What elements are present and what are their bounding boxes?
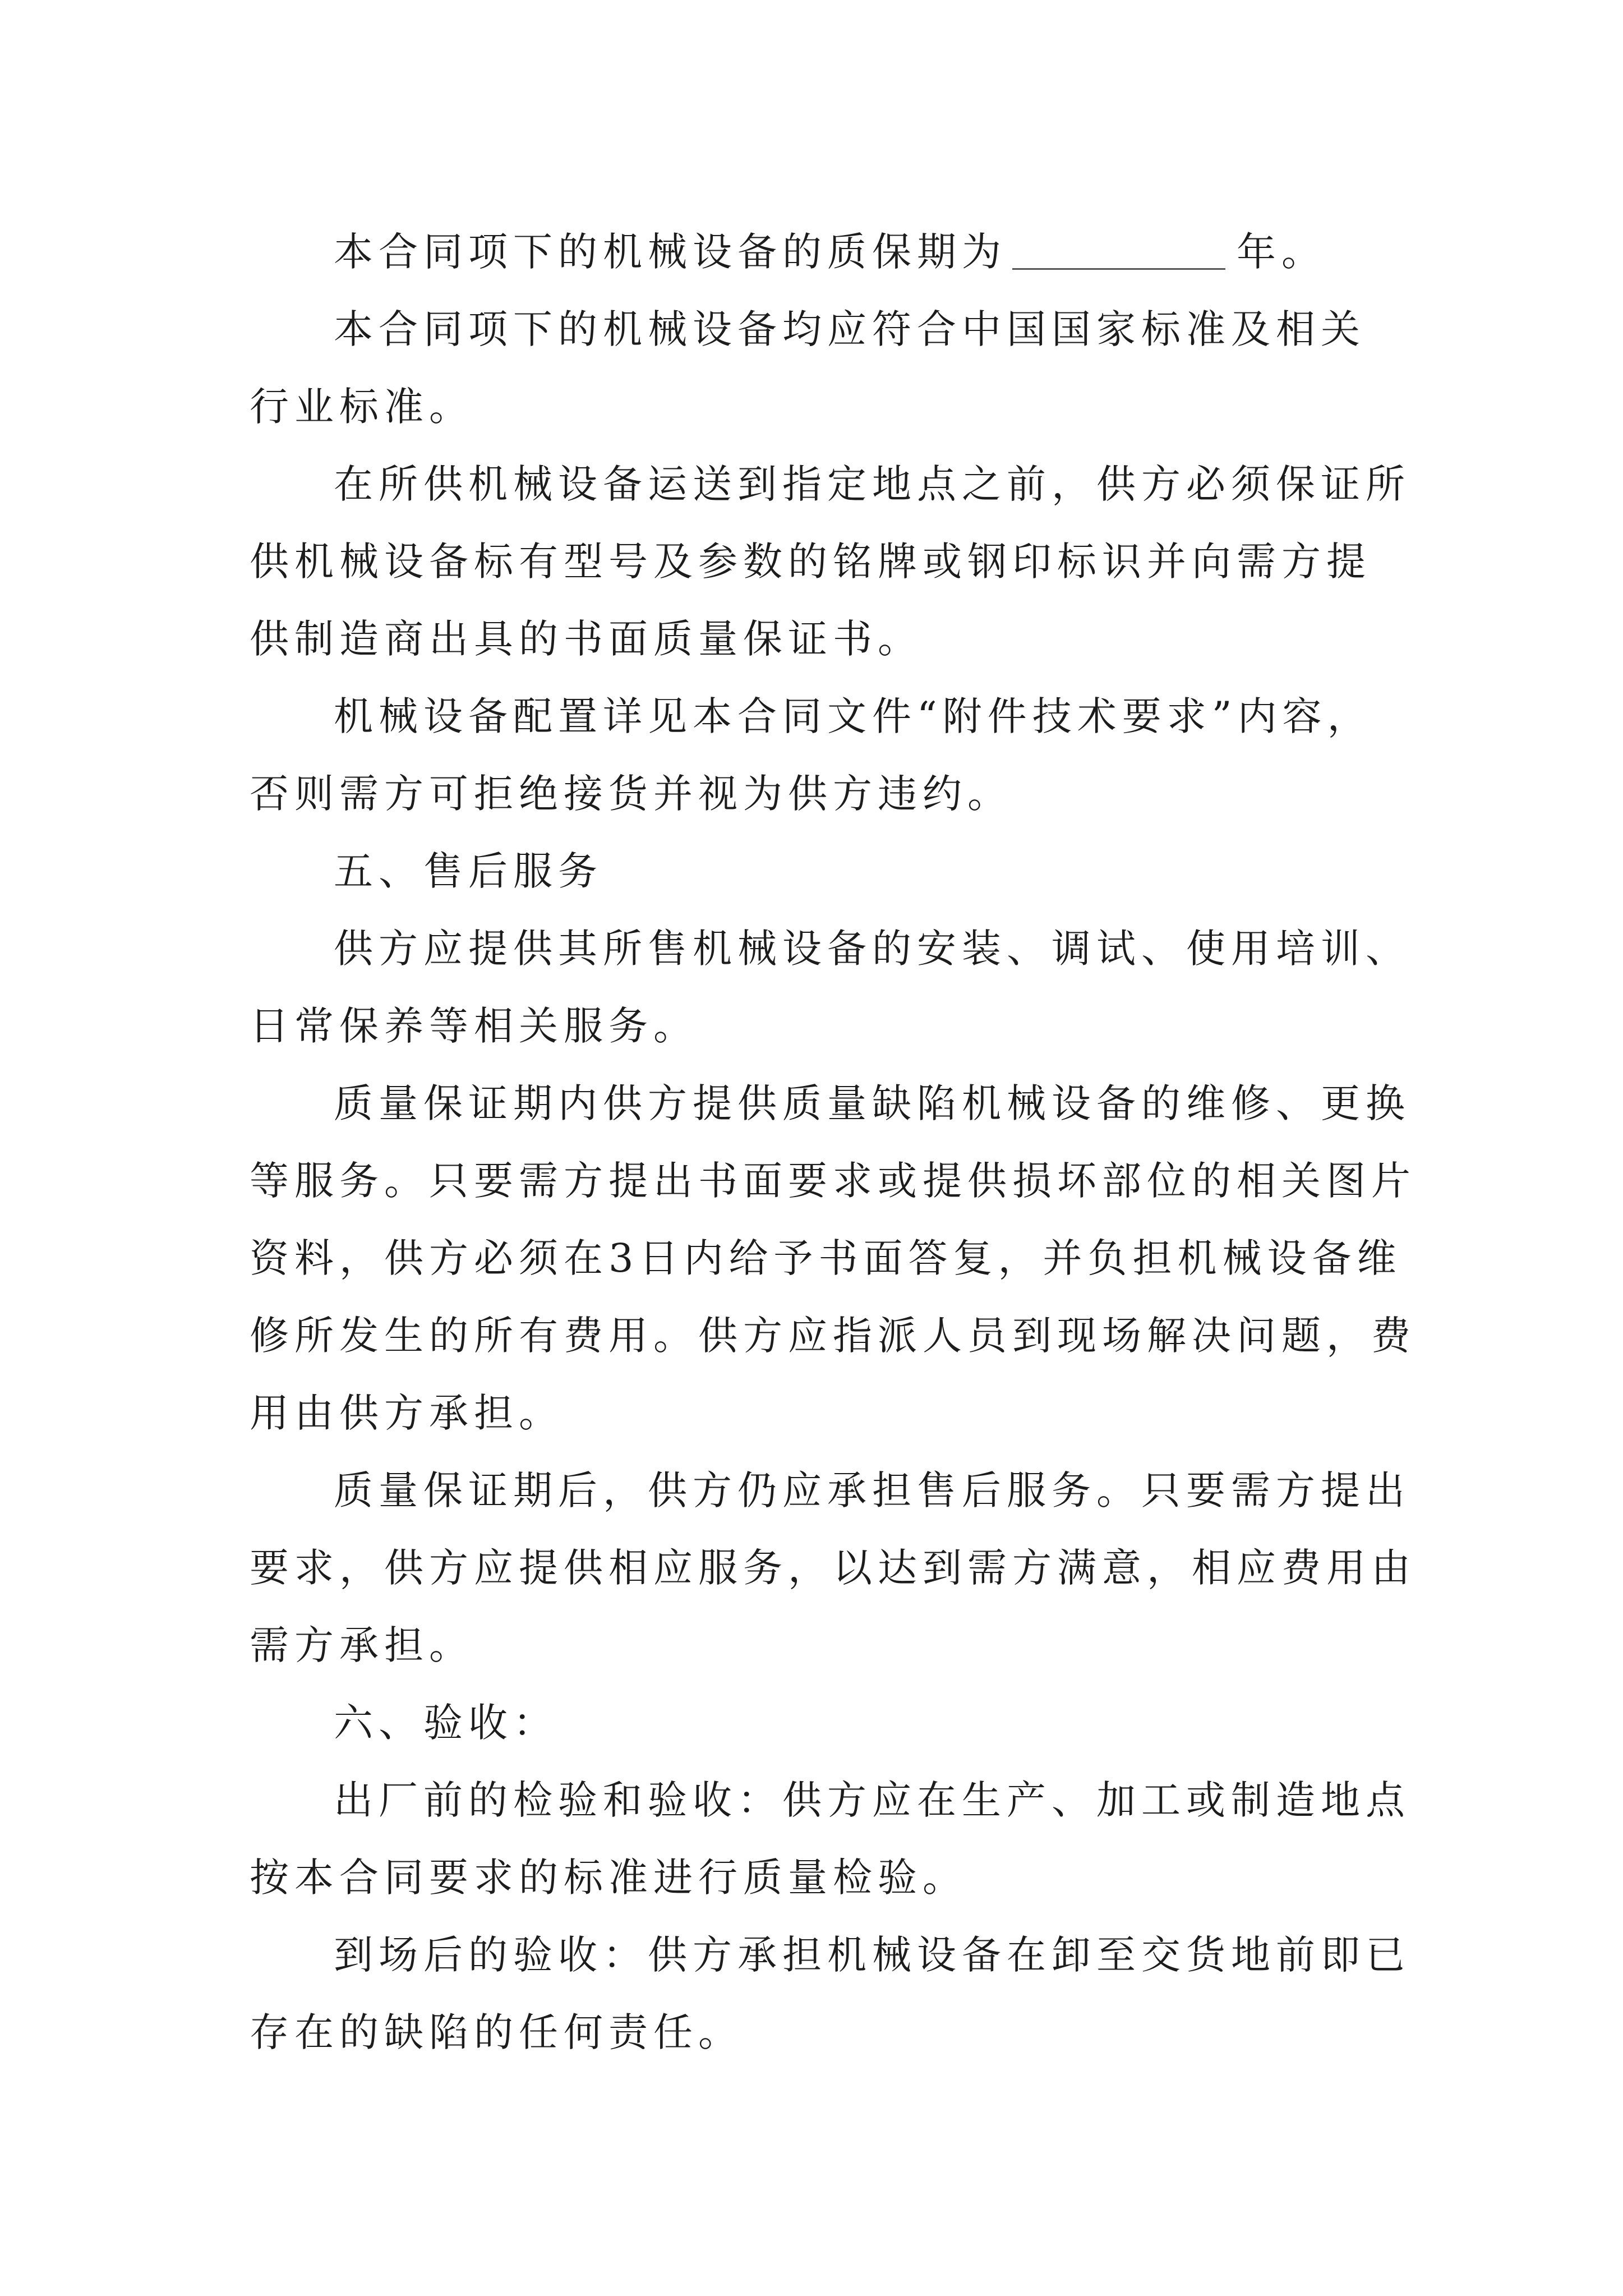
paragraph-line: 供机械设备标有型号及参数的铭牌或钢印标识并向需方提 (250, 539, 1371, 585)
paragraph-warranty-repair (250, 1065, 1416, 1452)
paragraph-installation-services (250, 910, 1410, 1065)
paragraph-line: 本合同项下的机械设备均应符合中国国家标准及相关 (334, 306, 1366, 352)
paragraph-line: 需方承担。 (250, 1622, 474, 1668)
section-heading-acceptance (250, 1684, 1382, 1761)
paragraph-line: 资料，供方必须在3日内给予书面答复，并负担机械设备维 (250, 1235, 1402, 1281)
paragraph-line: 出厂前的检验和验收：供方应在生产、加工或制造地点 (334, 1777, 1410, 1823)
warranty-line (250, 213, 1382, 291)
document-body (250, 213, 1416, 2071)
paragraph-line: 供制造商出具的书面质量保证书。 (250, 616, 923, 662)
paragraph-line: 日常保养等相关服务。 (250, 1003, 698, 1049)
paragraph-line: 质量保证期内供方提供质量缺陷机械设备的维修、更换 (334, 1080, 1410, 1126)
warranty-text: 本合同项下的机械设备的质保期为 (334, 229, 1007, 275)
paragraph-warranty-period (250, 213, 1382, 291)
paragraph-line: 修所发生的所有费用。供方应指派人员到现场解决问题，费 (250, 1313, 1416, 1359)
paragraph-standards (250, 291, 1382, 445)
paragraph-line: 存在的缺陷的任何责任。 (250, 2009, 743, 2055)
paragraph-nameplate (250, 445, 1410, 678)
section-heading: 六、验收： (334, 1700, 558, 1746)
paragraph-line: 机械设备配置详见本合同文件“附件技术要求”内容， (334, 693, 1372, 739)
paragraph-line: 用由供方承担。 (250, 1390, 564, 1436)
warranty-years-blank[interactable] (1012, 229, 1225, 270)
paragraph-line: 在所供机械设备运送到指定地点之前，供方必须保证所 (334, 461, 1410, 507)
paragraph-post-warranty (250, 1452, 1416, 1684)
paragraph-line: 到场后的验收：供方承担机械设备在卸至交货地前即已 (334, 1932, 1410, 1978)
paragraph-line: 行业标准。 (250, 384, 474, 430)
paragraph-line: 否则需方可拒绝接货并视为供方违约。 (250, 771, 1012, 817)
paragraph-line: 按本合同要求的标准进行质量检验。 (250, 1855, 967, 1901)
warranty-unit: 年。 (1237, 229, 1326, 275)
section-heading-after-sales (250, 832, 1382, 910)
paragraph-line: 供方应提供其所售机械设备的安装、调试、使用培训、 (334, 926, 1410, 972)
paragraph-line: 等服务。只要需方提出书面要求或提供损坏部位的相关图片 (250, 1158, 1416, 1204)
section-heading: 五、售后服务 (334, 848, 603, 894)
paragraph-configuration (250, 678, 1382, 832)
paragraph-site-acceptance (250, 1916, 1410, 2071)
paragraph-line: 要求，供方应提供相应服务，以达到需方满意，相应费用由 (250, 1545, 1416, 1591)
paragraph-factory-inspection (250, 1761, 1410, 1916)
paragraph-line: 质量保证期后，供方仍应承担售后服务。只要需方提出 (334, 1467, 1410, 1513)
